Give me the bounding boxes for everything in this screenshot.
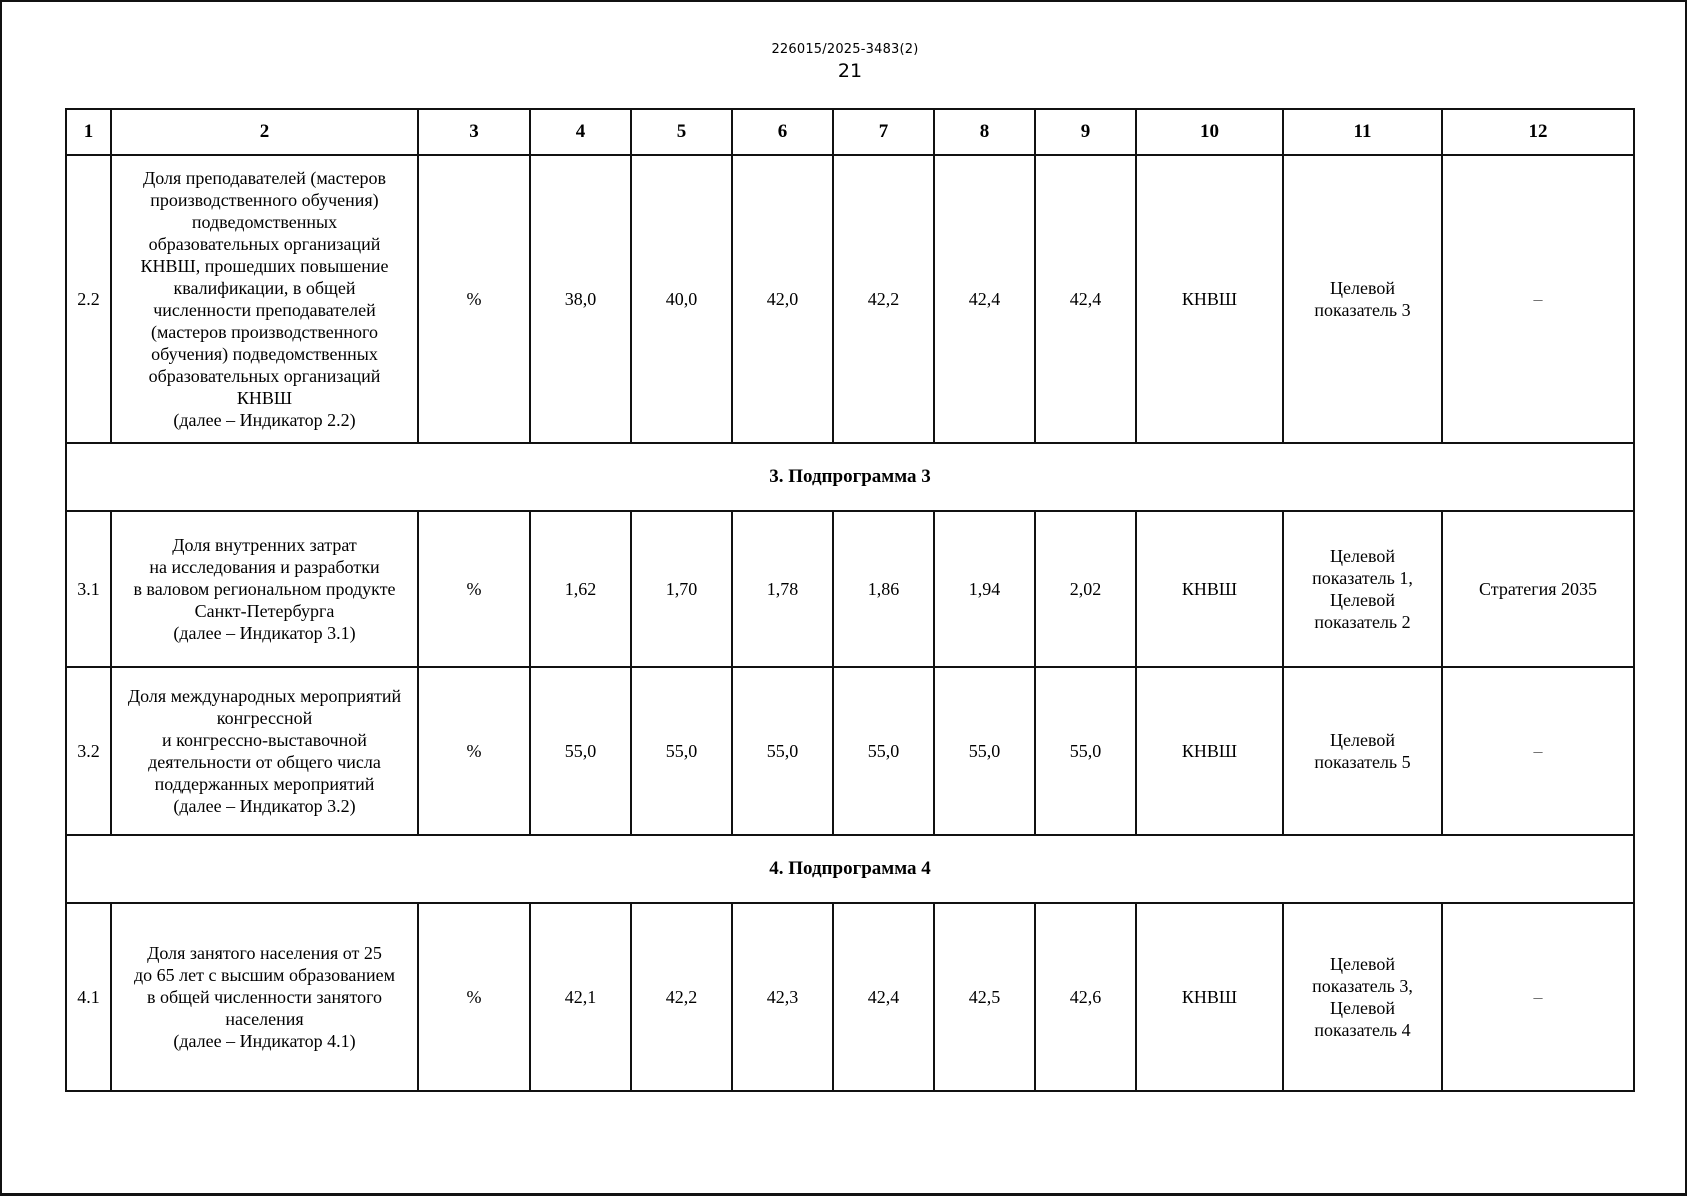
indicator-value: 38,0 [530, 155, 631, 443]
indicator-value: 42,0 [732, 155, 833, 443]
target-indicator-link-line: показатель 3, [1312, 976, 1413, 996]
indicator-value: 42,6 [1035, 903, 1136, 1091]
unit-of-measure: % [418, 155, 530, 443]
indicator-value: 42,3 [732, 903, 833, 1091]
indicator-name-line: образовательных организаций [148, 234, 381, 254]
page-number: 21 [837, 60, 863, 82]
indicator-name-line: и конгрессно-выставочной [162, 730, 367, 750]
indicator-value: 42,4 [934, 155, 1035, 443]
target-indicator-link [1283, 903, 1442, 1091]
indicator-value: 42,4 [833, 903, 934, 1091]
column-header-11: 11 [1283, 109, 1442, 155]
indicator-name-line: (мастеров производственного [151, 322, 378, 342]
column-header-7: 7 [833, 109, 934, 155]
unit-of-measure: % [418, 903, 530, 1091]
indicator-name-line: Санкт-Петербурга [194, 601, 335, 621]
target-indicator-link [1283, 667, 1442, 835]
target-indicator-link-line: показатель 4 [1314, 1020, 1411, 1040]
target-indicator-link-line: Целевой [1330, 546, 1395, 566]
indicator-row [66, 903, 1634, 1091]
indicator-row [66, 511, 1634, 667]
responsible-executor: КНВШ [1136, 667, 1283, 835]
indicator-value: 55,0 [732, 667, 833, 835]
indicator-name-line: Доля международных мероприятий [127, 686, 402, 706]
column-header-5: 5 [631, 109, 732, 155]
source-document-line: – [1533, 289, 1543, 309]
responsible-executor: КНВШ [1136, 155, 1283, 443]
subprogram-section-row [66, 835, 1634, 903]
indicator-value: 40,0 [631, 155, 732, 443]
table-body [66, 109, 1634, 1091]
document-registration-number: 226015/2025-3483(2) [771, 42, 919, 57]
indicator-value: 1,70 [631, 511, 732, 667]
target-indicator-link-line: показатель 5 [1314, 752, 1411, 772]
column-header-2: 2 [111, 109, 418, 155]
column-header-10: 10 [1136, 109, 1283, 155]
indicator-name-line: конгрессной [216, 708, 313, 728]
indicator-value: 42,2 [833, 155, 934, 443]
target-indicator-link-line: показатель 1, [1312, 568, 1413, 588]
target-indicator-link-line: Целевой [1330, 998, 1395, 1018]
subprogram-title: 3. Подпрограмма 3 [66, 443, 1634, 511]
column-header-12: 12 [1442, 109, 1634, 155]
indicator-value: 1,86 [833, 511, 934, 667]
responsible-executor: КНВШ [1136, 511, 1283, 667]
responsible-executor: КНВШ [1136, 903, 1283, 1091]
indicator-value: 55,0 [631, 667, 732, 835]
indicator-value: 55,0 [1035, 667, 1136, 835]
indicator-name-line: КНВШ, прошедших повышение [140, 256, 389, 276]
indicator-name-line: подведомственных [191, 212, 338, 232]
indicator-name-line: производственного обучения) [150, 190, 379, 210]
indicator-row [66, 155, 1634, 443]
column-header-1: 1 [66, 109, 111, 155]
indicator-name [111, 903, 418, 1091]
indicator-name-line: КНВШ [236, 388, 293, 408]
target-indicator-link-line: показатель 3 [1314, 300, 1411, 320]
indicator-name-line: в валовом региональном продукте [133, 579, 396, 599]
indicator-name-line: образовательных организаций [148, 366, 381, 386]
column-number-header-row [66, 109, 1634, 155]
indicator-value: 42,4 [1035, 155, 1136, 443]
target-indicator-link [1283, 511, 1442, 667]
source-document [1442, 511, 1634, 667]
indicator-name-line: (далее – Индикатор 2.2) [173, 410, 356, 430]
indicator-number: 3.2 [66, 667, 111, 835]
indicator-name-line: численности преподавателей [153, 300, 376, 320]
source-document [1442, 903, 1634, 1091]
subprogram-title: 4. Подпрограмма 4 [66, 835, 1634, 903]
indicator-name [111, 667, 418, 835]
indicator-value: 42,1 [530, 903, 631, 1091]
indicator-name [111, 511, 418, 667]
source-document [1442, 155, 1634, 443]
indicator-value: 55,0 [530, 667, 631, 835]
column-header-4: 4 [530, 109, 631, 155]
indicator-name-line: до 65 лет с высшим образованием [134, 965, 395, 985]
indicator-number: 3.1 [66, 511, 111, 667]
indicator-value: 1,78 [732, 511, 833, 667]
indicator-name-line: Доля занятого населения от 25 [147, 943, 382, 963]
column-header-3: 3 [418, 109, 530, 155]
indicator-value: 2,02 [1035, 511, 1136, 667]
indicator-value: 1,94 [934, 511, 1035, 667]
indicator-name-line: (далее – Индикатор 4.1) [173, 1031, 356, 1051]
indicator-name-line: поддержанных мероприятий [154, 774, 375, 794]
source-document-line: – [1533, 741, 1543, 761]
subprogram-section-row [66, 443, 1634, 511]
indicator-number: 2.2 [66, 155, 111, 443]
column-header-9: 9 [1035, 109, 1136, 155]
indicator-value: 42,2 [631, 903, 732, 1091]
indicator-row [66, 667, 1634, 835]
column-header-6: 6 [732, 109, 833, 155]
indicator-number: 4.1 [66, 903, 111, 1091]
source-document-line: Стратегия 2035 [1478, 579, 1598, 599]
indicator-name-line: населения [225, 1009, 304, 1029]
indicator-name-line: на исследования и разработки [149, 557, 380, 577]
target-indicator-link-line: Целевой [1330, 954, 1395, 974]
indicators-table [65, 108, 1635, 1092]
indicators-table-wrapper [65, 108, 1633, 1092]
indicator-name-line: (далее – Индикатор 3.2) [173, 796, 356, 816]
source-document [1442, 667, 1634, 835]
indicator-name-line: квалификации, в общей [173, 278, 356, 298]
target-indicator-link-line: показатель 2 [1314, 612, 1411, 632]
indicator-name-line: (далее – Индикатор 3.1) [173, 623, 356, 643]
unit-of-measure: % [418, 667, 530, 835]
target-indicator-link-line: Целевой [1330, 730, 1395, 750]
indicator-name-line: в общей численности занятого [146, 987, 383, 1007]
target-indicator-link-line: Целевой [1330, 590, 1395, 610]
indicator-value: 55,0 [934, 667, 1035, 835]
unit-of-measure: % [418, 511, 530, 667]
indicator-name [111, 155, 418, 443]
indicator-value: 55,0 [833, 667, 934, 835]
indicator-name-line: Доля преподавателей (мастеров [142, 168, 387, 188]
indicator-name-line: Доля внутренних затрат [172, 535, 357, 555]
column-header-8: 8 [934, 109, 1035, 155]
target-indicator-link-line: Целевой [1330, 278, 1395, 298]
source-document-line: – [1533, 987, 1543, 1007]
indicator-value: 42,5 [934, 903, 1035, 1091]
target-indicator-link [1283, 155, 1442, 443]
indicator-value: 1,62 [530, 511, 631, 667]
indicator-name-line: обучения) подведомственных [151, 344, 378, 364]
indicator-name-line: деятельности от общего числа [148, 752, 381, 772]
